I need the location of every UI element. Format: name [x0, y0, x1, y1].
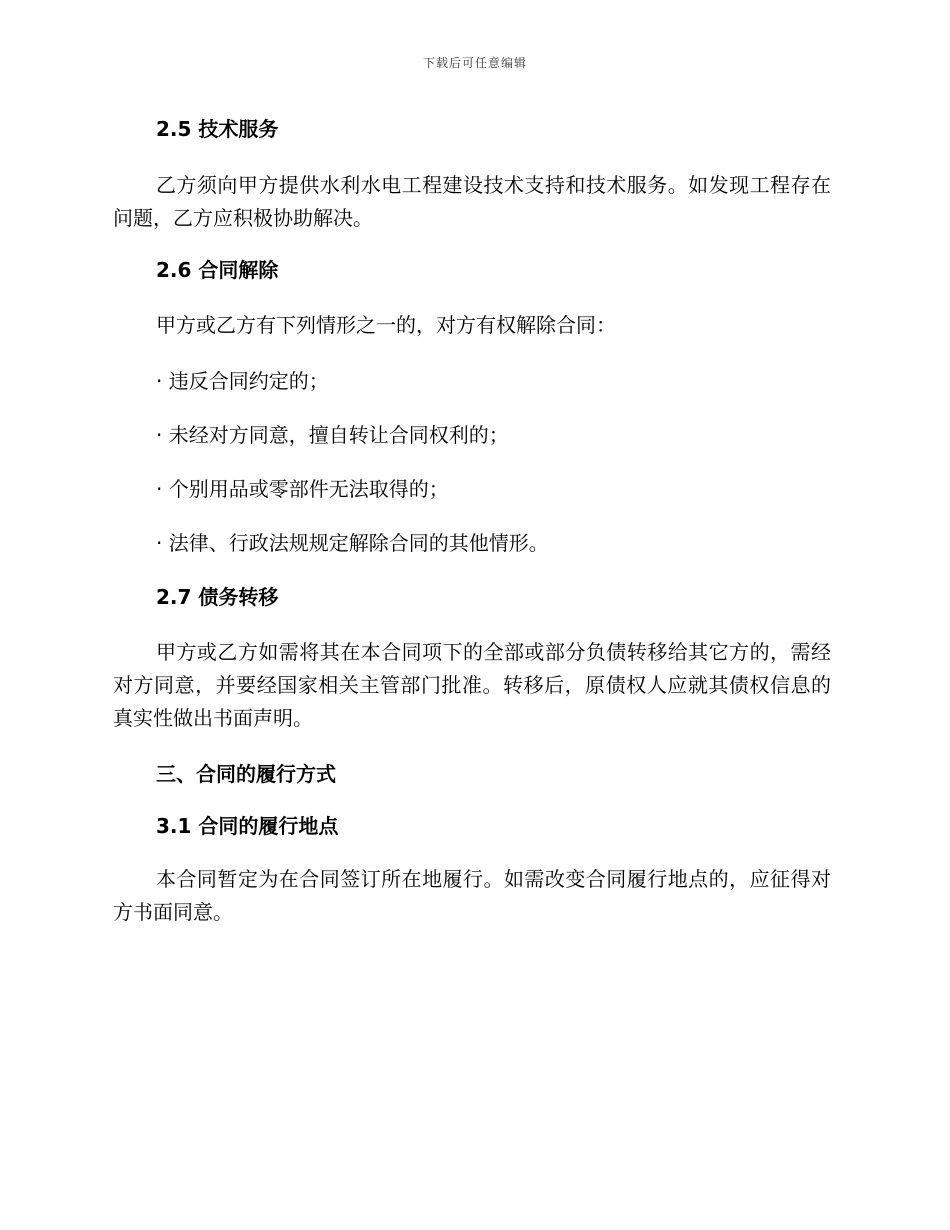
section-heading-2-7: 2.7 债务转移 — [156, 585, 279, 609]
chapter-heading-3: 三、合同的履行方式 — [156, 762, 336, 786]
bullet-item: · 违反合同约定的； — [156, 369, 329, 393]
section-heading-2-5: 2.5 技术服务 — [156, 117, 279, 141]
section-heading-2-6: 2.6 合同解除 — [156, 258, 279, 282]
bullet-item: · 法律、行政法规规定解除合同的其他情形。 — [156, 531, 549, 555]
section-paragraph-2-6: 甲方或乙方有下列情形之一的，对方有权解除合同： — [156, 313, 616, 337]
section-paragraph-2-5: 乙方须向甲方提供水利水电工程建设技术支持和技术服务。如发现工程存在问题，乙方应积极协助解决。 — [113, 173, 831, 230]
section-heading-3-1: 3.1 合同的履行地点 — [156, 814, 339, 838]
page-header: 下载后可任意编辑 — [422, 56, 527, 70]
document-body — [113, 110, 831, 929]
bullet-item: · 未经对方同意，擅自转让合同权利的； — [156, 423, 509, 447]
section-paragraph-2-7: 甲方或乙方如需将其在本合同项下的全部或部分负债转移给其它方的，需经对方同意，并要经国家相关主管部门批准。转移后，原债权人应就其债权信息的真实性做出书面声明。 — [113, 640, 831, 730]
bullet-item: · 个别用品或零部件无法取得的； — [156, 477, 449, 501]
section-paragraph-3-1: 本合同暂定为在合同签订所在地履行。如需改变合同履行地点的，应征得对方书面同意。 — [113, 867, 831, 924]
